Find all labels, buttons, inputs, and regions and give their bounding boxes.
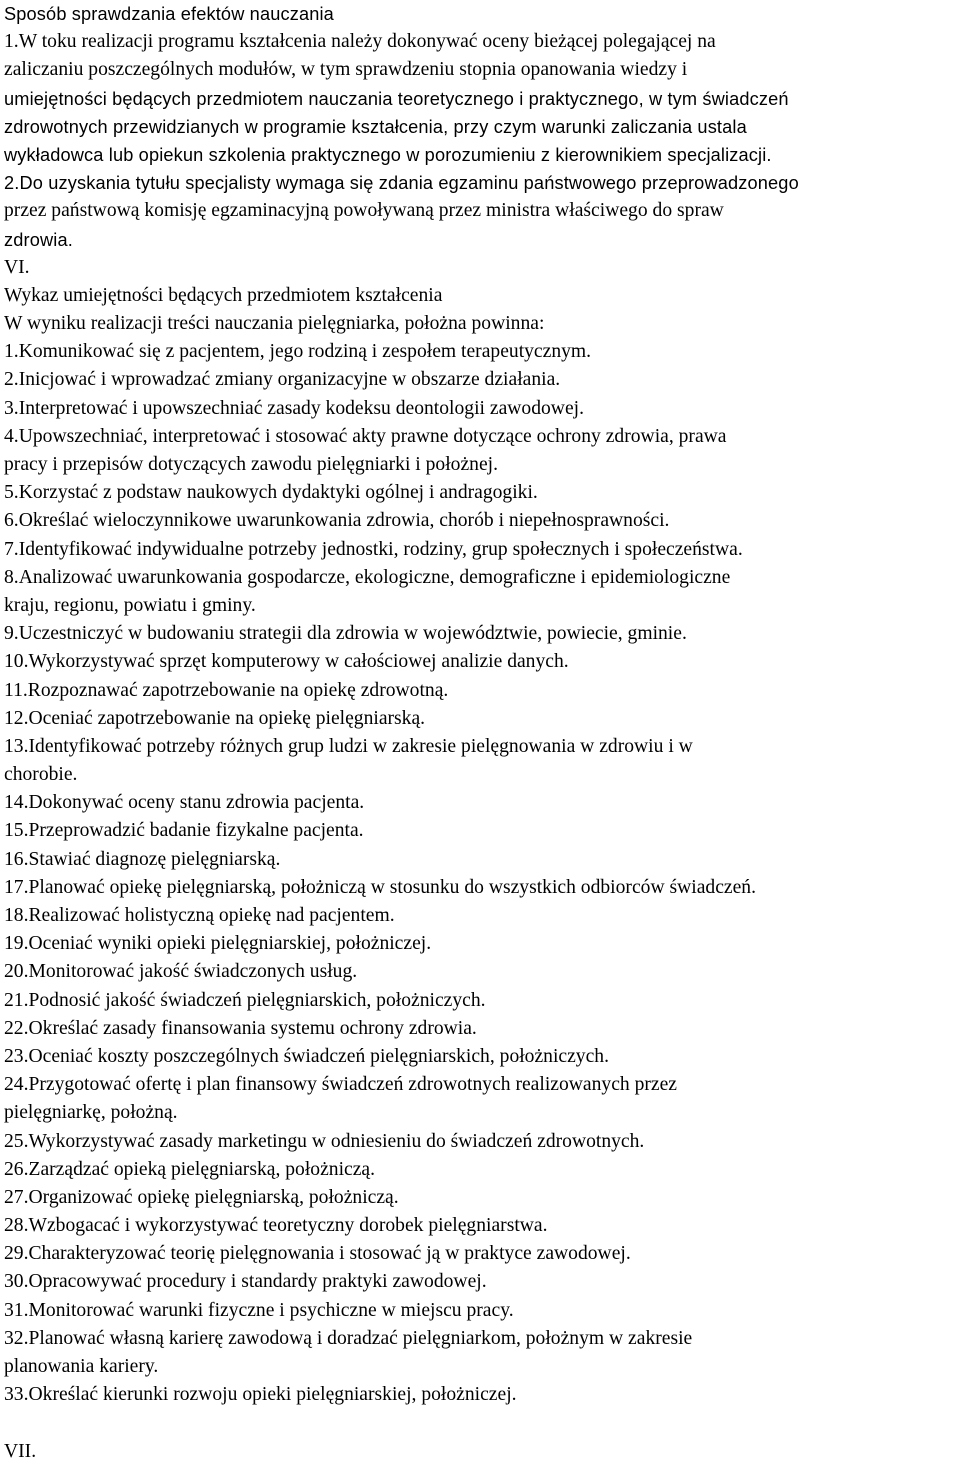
section-heading: Sposób sprawdzania efektów nauczania (4, 4, 334, 24)
list-line: 12.Oceniać zapotrzebowanie na opiekę pielęgniarską. (4, 707, 426, 729)
list-line: 26.Zarządzać opieką pielęgniarską, położniczą. (4, 1158, 375, 1180)
list-line: 23.Oceniać koszty poszczególnych świadczeń pielęgniarskich, położniczych. (4, 1045, 609, 1067)
list-line: 33.Określać kierunki rozwoju opieki pielęgniarskiej, położniczej. (4, 1384, 517, 1406)
assessment-section (4, 28, 958, 254)
list-line: 5.Korzystać z podstaw naukowych dydaktyki ogólnej i andragogiki. (4, 482, 538, 504)
list-line: 4.Upowszechniać, interpretować i stosować akty prawne dotyczące ochrony zdrowia, prawa (4, 425, 727, 447)
text-line: zdrowotnych przewidzianych w programie kształcenia, przy czym warunki zaliczania ustala (4, 116, 747, 137)
text-line: 1.W toku realizacji programu kształcenia należy dokonywać oceny bieżącej polegającej na (4, 31, 716, 53)
list-line: 8.Analizować uwarunkowania gospodarcze, ekologiczne, demograficzne i epidemiologiczne (4, 566, 731, 588)
list-line: pracy i przepisów dotyczących zawodu pielęgniarki i położnej. (4, 454, 499, 475)
section-number: VI. (4, 256, 30, 278)
list-line: 2.Inicjować i wprowadzać zmiany organizacyjne w obszarze działania. (4, 369, 561, 391)
list-line: 22.Określać zasady finansowania systemu ochrony zdrowia. (4, 1017, 477, 1039)
text-line: zdrowia. (4, 229, 73, 250)
list-line: 3.Interpretować i upowszechniać zasady kodeksu deontologii zawodowej. (4, 397, 584, 419)
list-line: W wyniku realizacji treści nauczania pielęgniarka, położna powinna: (4, 313, 545, 335)
list-line: 20.Monitorować jakość świadczonych usług. (4, 961, 358, 983)
list-line: chorobie. (4, 764, 78, 786)
list-line: 29.Charakteryzować teorię pielęgnowania i stosować ją w praktyce zawodowej. (4, 1243, 631, 1265)
list-line: Wykaz umiejętności będących przedmiotem kształcenia (4, 284, 443, 306)
list-line: 11.Rozpoznawać zapotrzebowanie na opiekę zdrowotną. (4, 679, 449, 701)
list-line: 10.Wykorzystywać sprzęt komputerowy w całościowej analizie danych. (4, 651, 569, 673)
list-line: 14.Dokonywać oceny stanu zdrowia pacjenta. (4, 792, 365, 814)
list-line: 13.Identyfikować potrzeby różnych grup ludzi w zakresie pielęgnowania w zdrowiu i w (4, 735, 693, 757)
text-line: 2.Do uzyskania tytułu specjalisty wymaga się zdania egzaminu państwowego przeprowadzonego (4, 173, 799, 194)
list-line: 6.Określać wieloczynnikowe uwarunkowania zdrowia, chorób i niepełnosprawności. (4, 510, 670, 532)
list-line: 32.Planować własną karierę zawodową i doradzać pielęgniarkom, położnym w zakresie (4, 1327, 693, 1349)
document-page (4, 0, 958, 1466)
list-line: 17.Planować opiekę pielęgniarską, położniczą w stosunku do wszystkich odbiorców świadczeń. (4, 876, 756, 898)
list-line: planowania kariery. (4, 1356, 159, 1377)
skills-list (4, 282, 958, 1438)
list-line: pielęgniarkę, położną. (4, 1102, 178, 1124)
list-line: 30.Opracowywać procedury i standardy praktyki zawodowej. (4, 1271, 487, 1293)
list-line: 1.Komunikować się z pacjentem, jego rodziną i zespołem terapeutycznym. (4, 341, 592, 363)
list-line: 7.Identyfikować indywidualne potrzeby jednostki, rodziny, grup społecznych i społeczeństwa. (4, 538, 743, 560)
text-line: wykładowca lub opiekun szkolenia praktycznego w porozumieniu z kierownikiem specjalizacji. (4, 144, 772, 165)
list-line: 28.Wzbogacać i wykorzystywać teoretyczny dorobek pielęgniarstwa. (4, 1215, 548, 1237)
list-line: 19.Oceniać wyniki opieki pielęgniarskiej, położniczej. (4, 933, 432, 955)
list-line: kraju, regionu, powiatu i gminy. (4, 594, 256, 616)
list-line: 24.Przygotować ofertę i plan finansowy świadczeń zdrowotnych realizowanych przez (4, 1074, 677, 1096)
section-number: VII. (4, 1440, 37, 1462)
list-line: 16.Stawiać diagnozę pielęgniarską. (4, 848, 281, 870)
text-line: zaliczaniu poszczególnych modułów, w tym sprawdzeniu stopnia opanowania wiedzy i (4, 59, 688, 81)
list-line: 18.Realizować holistyczną opiekę nad pacjentem. (4, 905, 395, 926)
list-line: 21.Podnosić jakość świadczeń pielęgniarskich, położniczych. (4, 989, 486, 1011)
text-line: umiejętności będących przedmiotem nauczania teoretycznego i praktycznego, w tym świadczeń (4, 88, 789, 109)
list-line: 31.Monitorować warunki fizyczne i psychiczne w miejscu pracy. (4, 1299, 514, 1321)
list-line (4, 1409, 958, 1437)
list-line: 15.Przeprowadzić badanie fizykalne pacjenta. (4, 820, 364, 842)
text-line: przez państwową komisję egzaminacyjną powoływaną przez ministra właściwego do spraw (4, 200, 724, 222)
list-line: 25.Wykorzystywać zasady marketingu w odniesieniu do świadczeń zdrowotnych. (4, 1130, 645, 1152)
list-line: 27.Organizować opiekę pielęgniarską, położniczą. (4, 1186, 399, 1208)
list-line: 9.Uczestniczyć w budowaniu strategii dla zdrowia w województwie, powiecie, gminie. (4, 623, 687, 645)
